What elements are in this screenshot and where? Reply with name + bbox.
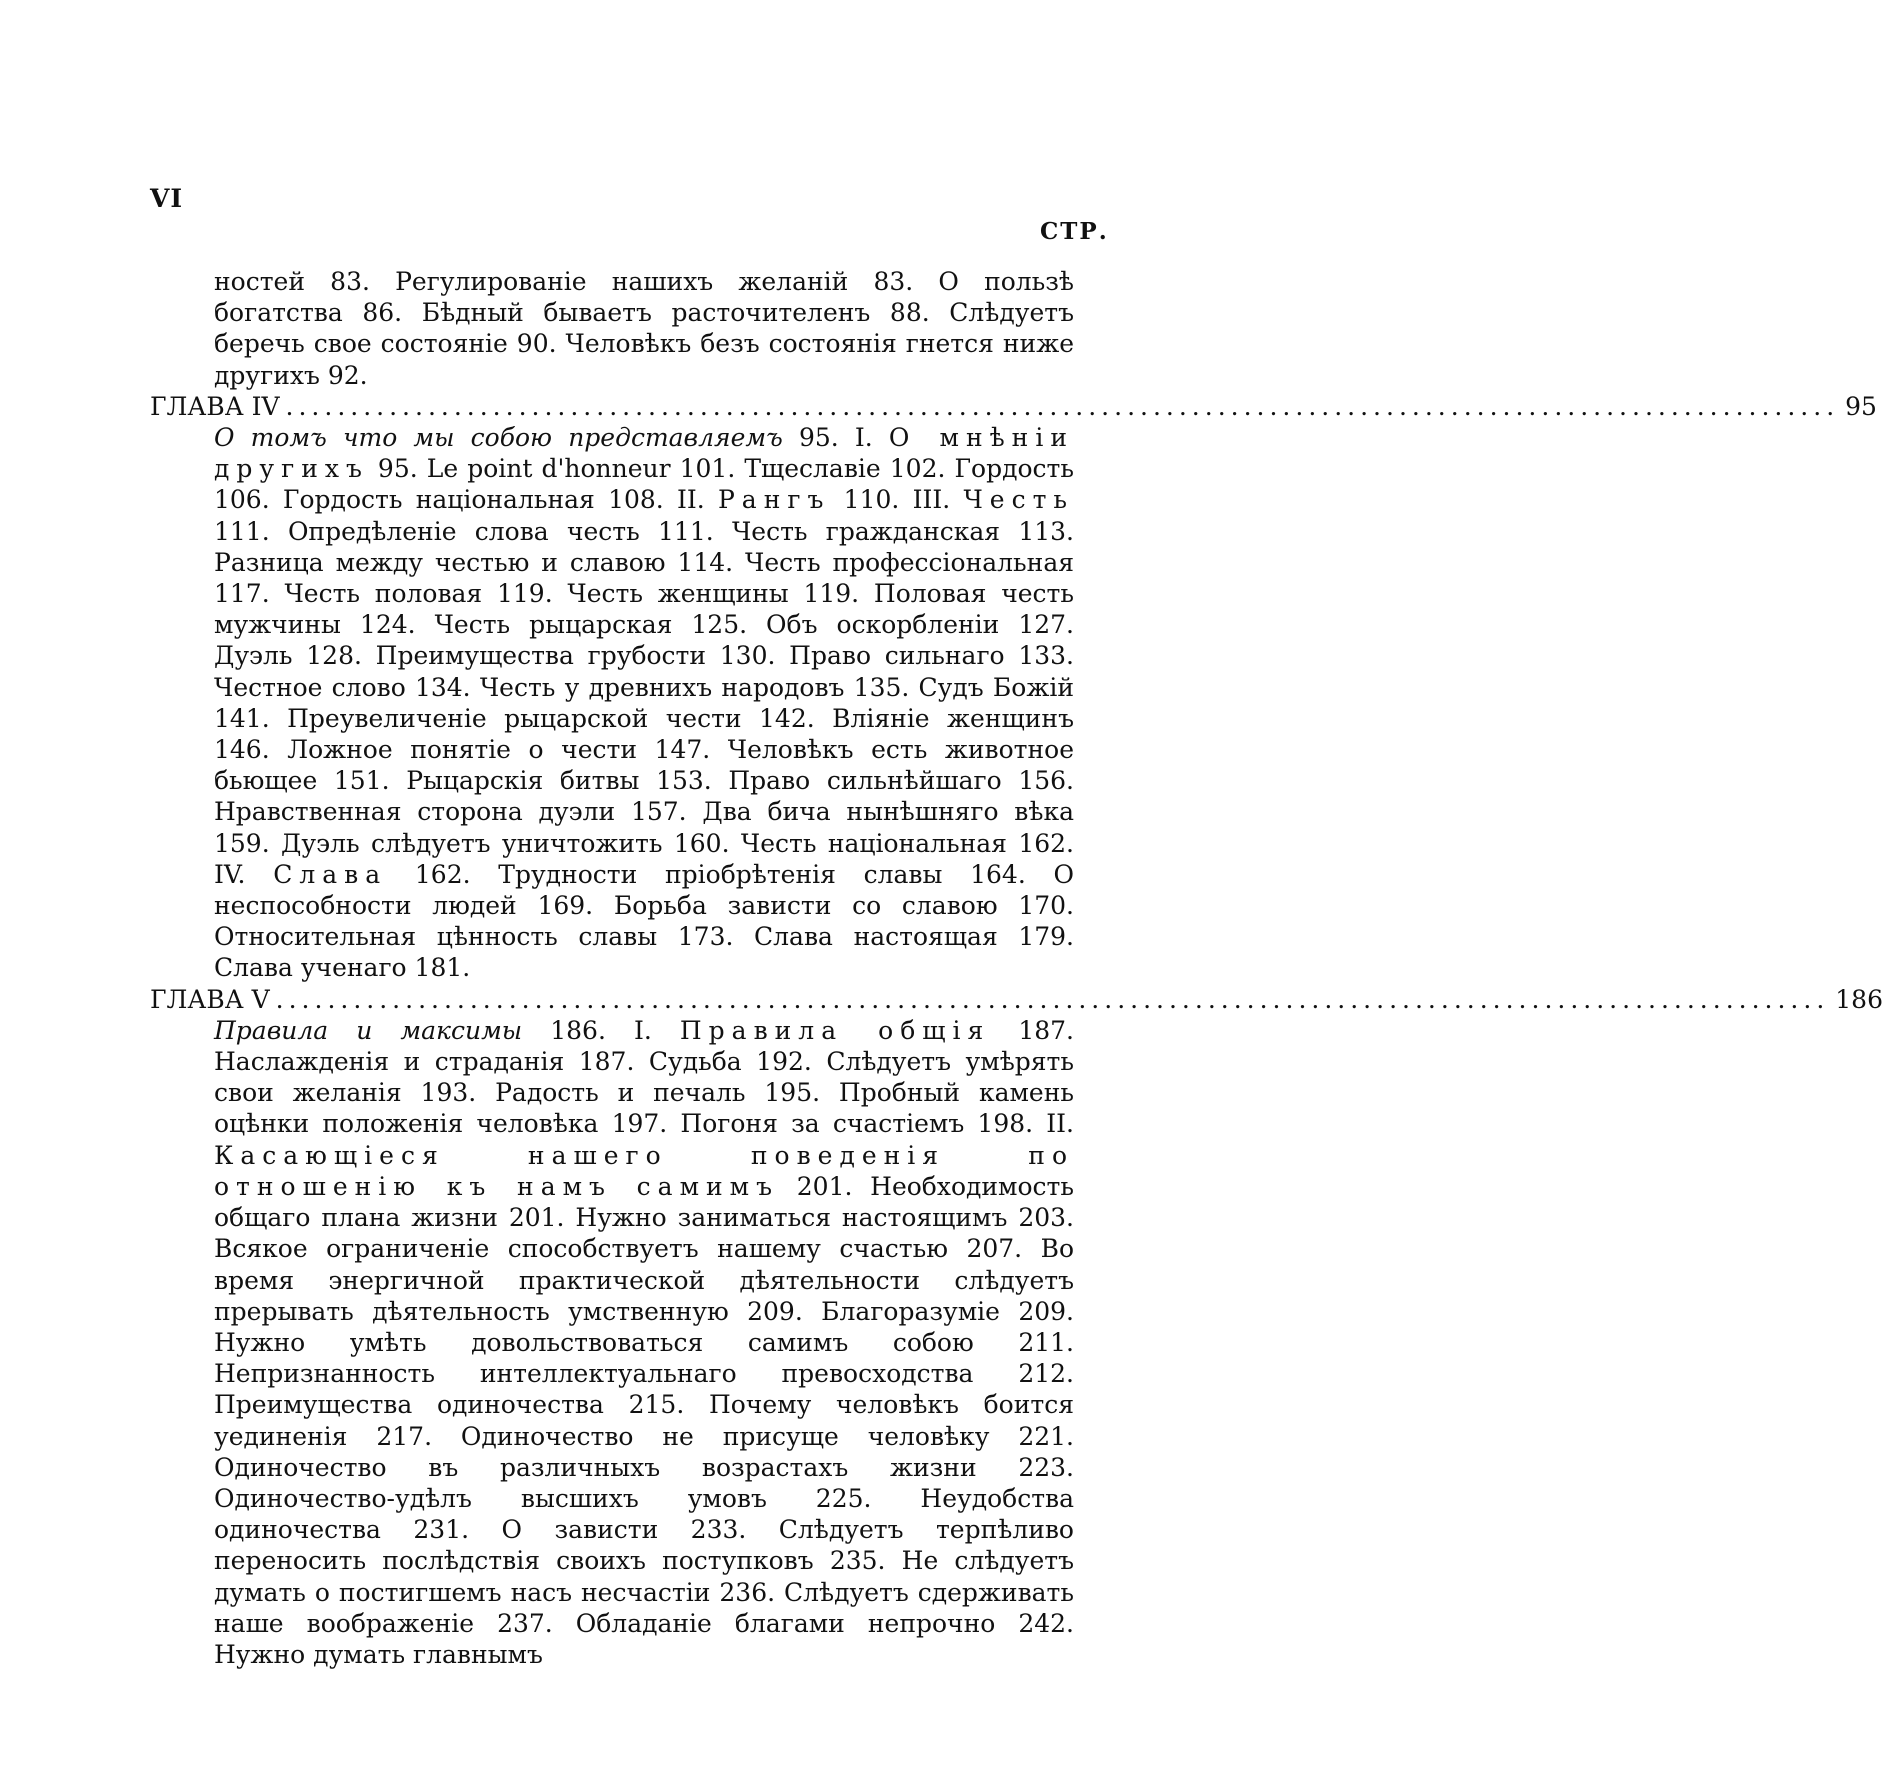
chapter-5-text: 201. Необходимость общаго плана жизни 201. Нужно заниматься настоящимъ 203. Всякое ограниченіе способствуетъ нашему счастью 207. Во время энергичной практической дѣятельности слѣдуетъ прерывать дѣятельность умственную 209. Благоразуміе 209. Нужно умѣть довольствоваться самимъ собою 211. Непризнанность интеллектуальнаго превосходства 212. Преимущества одиночества 215. Почему человѣкъ боится уединенія 217. Одиночество не присуще человѣку 221. Одиночество въ различныхъ возрастахъ жизни 223. Одиночество-удѣлъ высшихъ умовъ 225. Неудобства одиночества 231. О зависти 233. Слѣдуетъ терпѣливо переносить послѣдствія своихъ поступковъ 235. Не слѣдуетъ думать о постигшемъ насъ несчастіи 236. Слѣдуетъ сдерживать наше воображеніе 237. Обладаніе благами непрочно 242. Нужно думать главнымъ [214,1171,1074,1669]
chapter-4-text: 110. III. [830,485,964,515]
chapter-4-title: ГЛАВА IV [150,391,280,421]
chapter-4-text: 95. Le point d'honneur 101. Тщеславіе 102. Гордость 106. Гордость національная 108. II. [214,454,1074,515]
table-of-contents [150,266,1883,1670]
chapter-4-text: 162. Трудности пріобрѣтенія славы 164. О неспособности людей 169. Борьба зависти со славою 170. Относительная цѣнность славы 173. Слава настоящая 179. Слава ученаго 181. [214,859,1075,983]
chapter-4-topic: О томъ что мы собою представляемъ [214,423,783,453]
chapter-5-text: 187. Наслажденія и страданія 187. Судьба 192. Слѣдуетъ умѣрять свои желанія 193. Радость и печаль 195. Пробный камень оцѣнки положенія человѣка 197. Погоня за счастіемъ 198. II. [214,1015,1075,1139]
page-column-label: СТР. [1040,218,1109,245]
dot-leader: ........................................................................................................................ [275,984,1830,1014]
chapter-4-text: 111. Опредѣленіе слова честь 111. Честь гражданская 113. Разница между честью и славою 114. Честь профессіональная 117. Честь половая 119. Честь женщины 119. Половая честь мужчины 124. Честь рыцарская 125. Объ оскорбленіи 127. Дуэль 128. Преимущества грубости 130. Право сильнаго 133. Честное слово 134. Честь у древнихъ народовъ 135. Судъ Божій 141. Преувеличеніе рыцарской чести 142. Вліяніе женщинъ 146. Ложное понятіе о чести 147. Человѣкъ есть животное бьющее 151. Рыцарскія битвы 153. Право сильнѣйшаго 156. Нравственная сторона дуэли 157. Два бича нынѣшняго вѣка 159. Дуэль слѣдуетъ уничтожить 160. Честь національная 162. IV. [214,516,1074,889]
chapter-5-contents [214,1015,1074,1670]
toc-continuation-text: ностей 83. Регулированіе нашихъ желаній 83. О пользѣ богатства 86. Бѣдный бываетъ расточителенъ 88. Слѣдуетъ беречь свое состояніе 90. Человѣкъ безъ состоянія гнется ниже другихъ 92. [214,267,1074,390]
chapter-5-title: ГЛАВА V [150,984,270,1014]
section-title: Касающіеся нашего поведенія по отношенію къ намъ самимъ [214,1140,1074,1201]
section-title: Слава [273,859,388,889]
chapter-4-page: 95 [1845,391,1877,421]
section-title: Честь [963,485,1075,515]
chapter-5-topic: Правила и максимы [214,1015,523,1045]
section-title: Рангъ [717,485,831,515]
chapter-5-page: 186 [1835,984,1883,1014]
dot-leader: ........................................................................................................................ [285,391,1840,421]
section-title: О мнѣніи другихъ [214,423,1075,484]
page-number: VI [150,184,184,213]
chapter-4-contents [214,422,1074,984]
section-title: Правила общія [679,1015,991,1045]
chapter-4-heading [150,391,1877,422]
chapter-4-text: 95. I. [782,423,889,453]
chapter-5-heading [150,984,1883,1015]
chapter-5-text: 186. I. [522,1015,680,1045]
